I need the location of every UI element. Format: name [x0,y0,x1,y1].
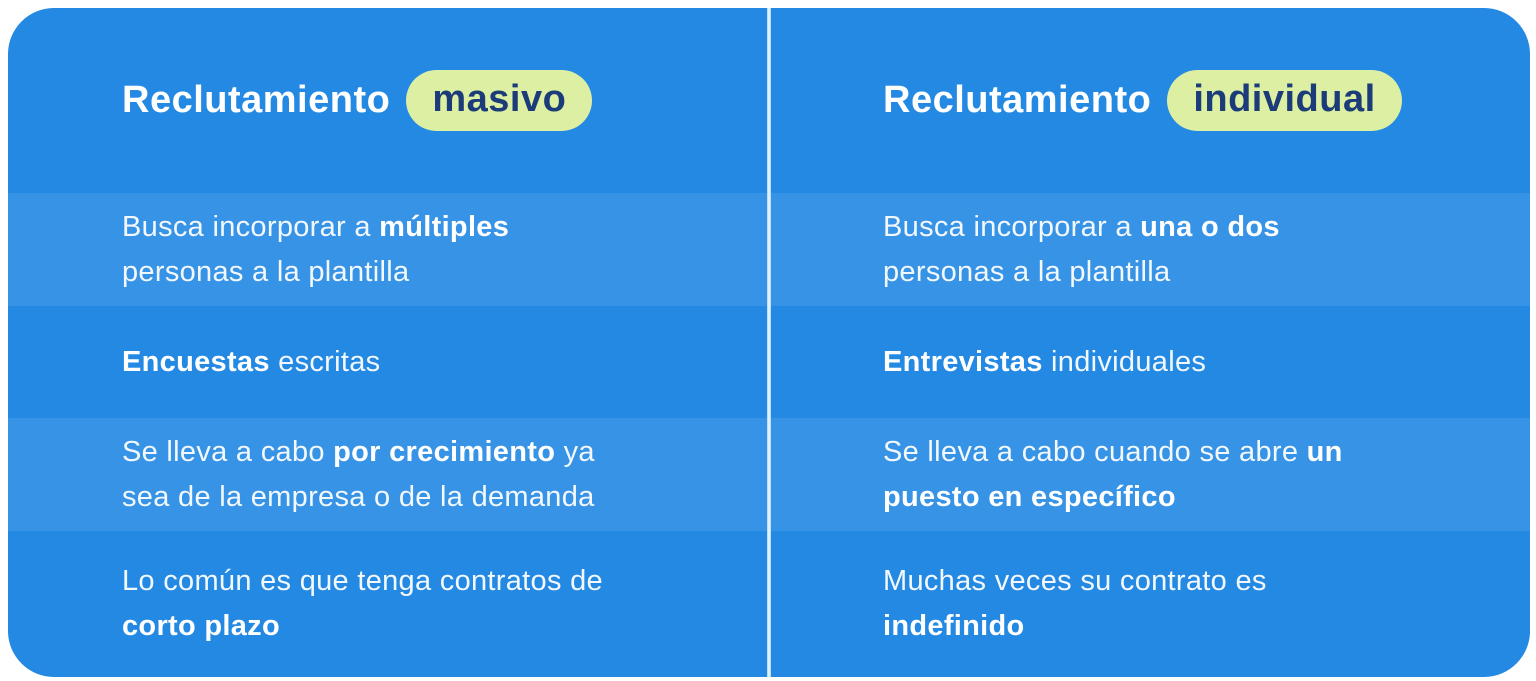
header-right [769,8,1530,193]
comparison-card [8,8,1530,677]
cell-text: Lo común es que tenga contratos de corto plazo [122,565,603,642]
column-divider [767,8,771,677]
column-title-masivo: Reclutamiento [122,79,391,121]
cell-text: Busca incorporar a múltiples personas a la plantilla [122,210,510,288]
cell-individual-motivo [769,418,1530,531]
column-title-individual: Reclutamiento [883,79,1152,121]
cell-text: Se lleva a cabo por crecimiento ya sea de la empresa o de la demanda [122,435,595,513]
cell-masivo-incorporar [8,193,769,306]
cell-individual-entrevistas [769,306,1530,418]
cell-text: Muchas veces su contrato es indefinido [883,565,1267,642]
badge-individual: individual [1167,70,1401,131]
cell-masivo-motivo [8,418,769,531]
cell-text: Entrevistas individuales [883,345,1207,378]
cell-text: Encuestas escritas [122,345,381,378]
cell-text: Busca incorporar a una o dos personas a la plantilla [883,210,1280,288]
cell-masivo-encuestas [8,306,769,418]
cell-text: Se lleva a cabo cuando se abre un puesto en específico [883,435,1343,513]
cell-masivo-contrato [8,531,769,677]
header-left [8,8,769,193]
cell-individual-contrato [769,531,1530,677]
cell-individual-incorporar [769,193,1530,306]
badge-masivo: masivo [406,70,592,131]
